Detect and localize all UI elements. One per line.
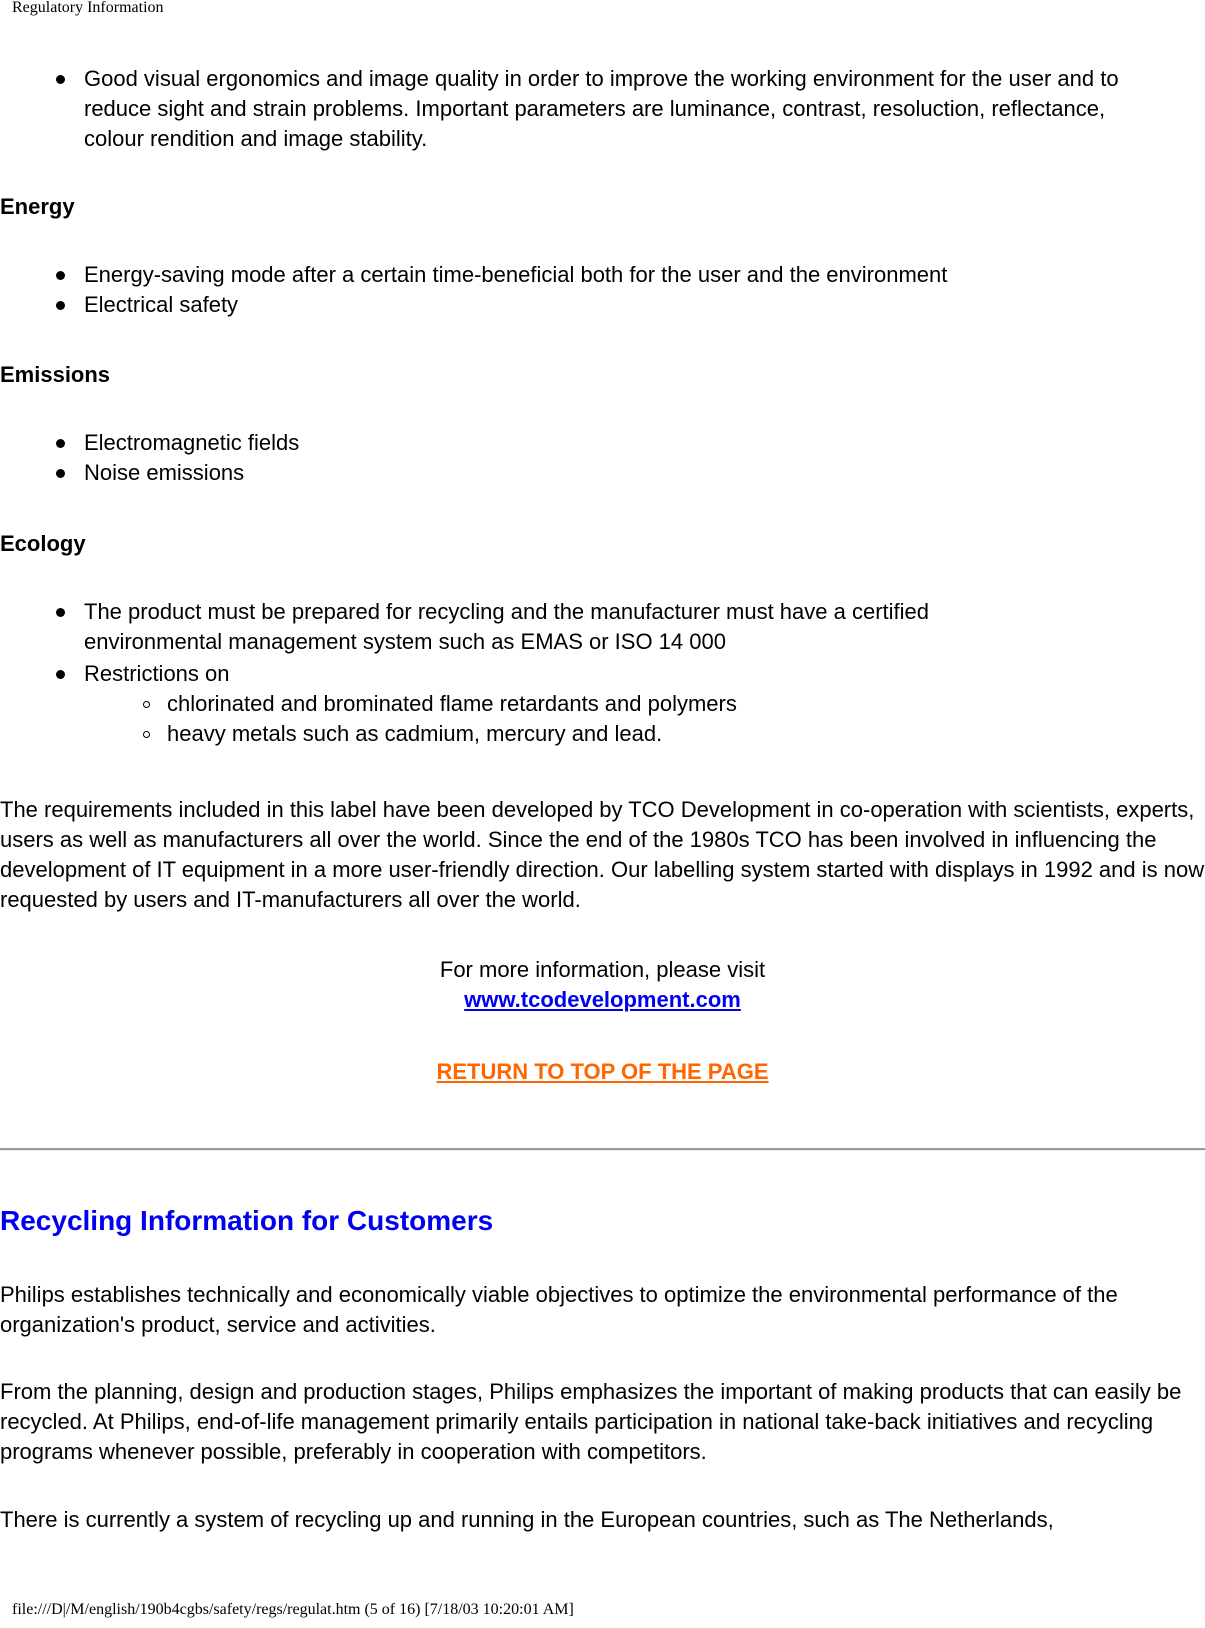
more-info-link-wrap — [0, 985, 1205, 1015]
return-link-wrap — [0, 1057, 1205, 1087]
return-to-top-link[interactable]: RETURN TO TOP OF THE PAGE — [436, 1059, 769, 1084]
list-item: The product must be prepared for recycling and the manufacturer must have a certified environmental management system such as EMAS or ISO 14 000 — [84, 597, 1035, 657]
tcodevelopment-link[interactable]: www.tcodevelopment.com — [464, 987, 741, 1012]
list-item: Noise emissions — [84, 458, 1165, 488]
emissions-list — [0, 428, 1205, 488]
page-header-title: Regulatory Information — [12, 0, 164, 16]
list-item: Electrical safety — [84, 290, 1165, 320]
sub-list-item: chlorinated and brominated flame retardants and polymers — [167, 689, 1035, 719]
emissions-list-block — [0, 428, 1205, 488]
sub-list-item: heavy metals such as cadmium, mercury and lead. — [167, 719, 1035, 749]
tco-paragraph: The requirements included in this label have been developed by TCO Development in co-operation with scientists, experts, users as well as manufacturers all over the world. Since the end of the 1980s TCO has been involved in influencing the development of IT equipment in a more user-friendly direction. Our labelling system started with displays in 1992 and is now requested by users and IT-manufacturers all over the world. — [0, 797, 1205, 912]
list-item — [84, 659, 1035, 749]
recycling-paragraph-3: There is currently a system of recycling up and running in the European countries, such as The Netherlands, — [0, 1507, 1054, 1532]
ergonomics-list — [0, 64, 1205, 154]
energy-list — [0, 260, 1205, 320]
recycling-heading: Recycling Information for Customers — [0, 1205, 494, 1236]
section-divider — [0, 1148, 1205, 1151]
ecology-heading: Ecology — [0, 531, 86, 556]
ergonomics-list-block — [0, 64, 1205, 154]
emissions-heading: Emissions — [0, 362, 111, 387]
energy-heading: Energy — [0, 194, 75, 219]
energy-list-block — [0, 260, 1205, 320]
page-footer-url: file:///D|/M/english/190b4cgbs/safety/regs/regulat.htm (5 of 16) [7/18/03 10:20:01 AM] — [12, 1601, 574, 1618]
list-item: Electromagnetic fields — [84, 428, 1165, 458]
recycling-paragraph-2: From the planning, design and production stages, Philips emphasizes the important of making products that can easily be recycled. At Philips, end-of-life management primarily entails participation in national take-back initiatives and recycling programs whenever possible, preferably in cooperation with competitors. — [0, 1379, 1182, 1464]
ecology-list-block — [0, 597, 1205, 749]
restrictions-sublist — [84, 689, 1035, 749]
list-item: Energy-saving mode after a certain time-beneficial both for the user and the environment — [84, 260, 1165, 290]
list-item: Good visual ergonomics and image quality in order to improve the working environment for the user and to reduce sight and strain problems. Important parameters are luminance, contrast, resoluction, reflectance, colour rendition and image stability. — [84, 64, 1165, 154]
restrictions-label: Restrictions on — [84, 661, 230, 686]
ecology-list — [0, 597, 1205, 749]
recycling-paragraph-1: Philips establishes technically and economically viable objectives to optimize the environmental performance of the organization's product, service and activities. — [0, 1282, 1118, 1337]
more-info-text: For more information, please visit — [439, 957, 766, 982]
